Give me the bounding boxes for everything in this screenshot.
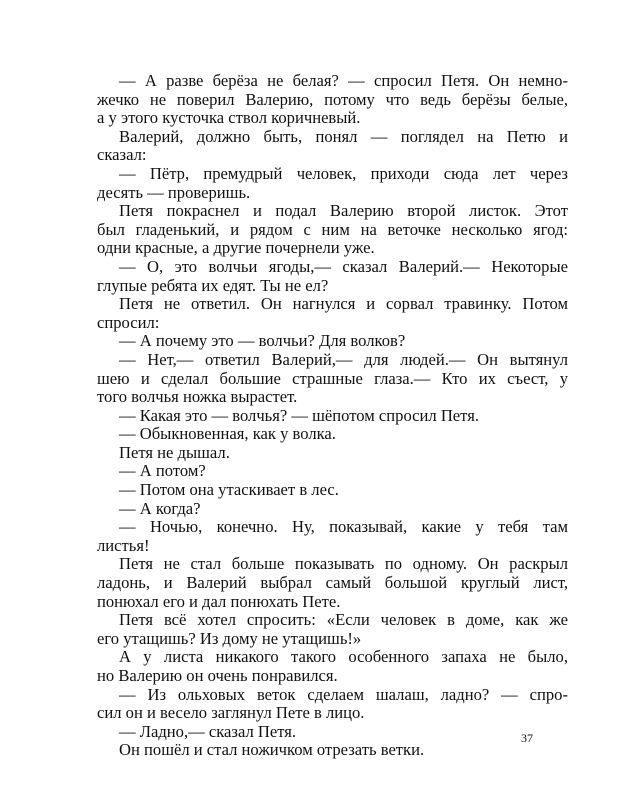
paragraph bbox=[97, 202, 568, 258]
text-line: — Пётр, премудрый человек, приходи сюда лет через bbox=[119, 163, 568, 183]
paragraph bbox=[97, 72, 568, 128]
paragraph bbox=[97, 611, 568, 648]
page-text bbox=[97, 72, 568, 760]
text-line: — Какая это — волчья? — шёпотом спросил Петя. bbox=[119, 405, 479, 425]
text-line: его утащишь? Из дому не утащишь!» bbox=[97, 628, 362, 648]
text-line: — А когда? bbox=[119, 498, 201, 518]
paragraph bbox=[97, 165, 568, 202]
paragraph bbox=[97, 481, 568, 500]
paragraph bbox=[97, 686, 568, 723]
paragraph bbox=[97, 444, 568, 463]
text-line: спросил: bbox=[97, 312, 160, 332]
paragraph bbox=[97, 351, 568, 407]
text-line: а у этого кусточка ствол коричневый. bbox=[97, 108, 361, 128]
paragraph bbox=[97, 425, 568, 444]
text-line: Петя не стал больше показывать по одному. Он раскрыл bbox=[119, 554, 568, 574]
text-line: Петя покраснел и подал Валерию второй листок. Этот bbox=[119, 201, 568, 221]
text-line: — А потом? bbox=[119, 461, 206, 481]
paragraph bbox=[97, 518, 568, 555]
paragraph bbox=[97, 648, 568, 685]
text-line: шею и сделал большие страшные глаза.— Кто их съест, у bbox=[97, 368, 568, 388]
text-line: сил он и весело заглянул Пете в лицо. bbox=[97, 703, 365, 723]
text-line: — Ночью, конечно. Ну, показывай, какие у тебя там bbox=[119, 517, 568, 537]
text-line: — Потом она утаскивает в лес. bbox=[119, 480, 339, 500]
text-line: — Нет,— ответил Валерий,— для людей.— Он вытянул bbox=[119, 349, 568, 369]
paragraph bbox=[97, 407, 568, 426]
text-line: того волчья ножка вырастет. bbox=[97, 387, 298, 407]
text-line: ладонь, и Валерий выбрал самый большой круглый лист, bbox=[97, 573, 568, 593]
text-line: Петя всё хотел спросить: «Если человек в доме, как же bbox=[119, 610, 568, 630]
text-line: Валерий, должно быть, понял — поглядел на Петю и bbox=[119, 126, 568, 146]
paragraph bbox=[97, 462, 568, 481]
paragraph bbox=[97, 332, 568, 351]
text-line: — О, это волчьи ягоды,— сказал Валерий.— Некоторые bbox=[119, 256, 568, 276]
text-line: — А разве берёза не белая? — спросил Петя. Он немно- bbox=[119, 71, 568, 90]
text-line: — А почему это — волчьи? Для волков? bbox=[119, 331, 406, 351]
text-line: Петя не ответил. Он нагнулся и сорвал травинку. Потом bbox=[119, 294, 568, 314]
text-line: одни красные, а другие почернели уже. bbox=[97, 238, 375, 258]
text-line: Он пошёл и стал ножичком отрезать ветки. bbox=[119, 740, 425, 760]
text-line: листья! bbox=[97, 535, 150, 555]
text-line: был гладенький, и рядом с ним на веточке несколько ягод: bbox=[97, 219, 568, 239]
text-line: — Обыкновенная, как у волка. bbox=[119, 424, 336, 444]
text-line: десять — проверишь. bbox=[97, 182, 251, 202]
text-line: Петя не дышал. bbox=[119, 442, 230, 462]
paragraph bbox=[97, 555, 568, 611]
page-number: 37 bbox=[521, 731, 533, 745]
text-line: но Валерию он очень понравился. bbox=[97, 666, 338, 685]
paragraph bbox=[97, 128, 568, 165]
paragraph bbox=[97, 295, 568, 332]
text-line: — Из ольховых веток сделаем шалаш, ладно? — спро- bbox=[119, 684, 568, 704]
paragraph bbox=[97, 741, 568, 760]
text-line: жечко не поверил Валерию, потому что ведь берёзы белые, bbox=[97, 89, 568, 109]
paragraph bbox=[97, 500, 568, 519]
text-line: понюхал его и дал понюхать Пете. bbox=[97, 591, 341, 611]
paragraph bbox=[97, 258, 568, 295]
paragraph bbox=[97, 723, 568, 742]
text-line: А у листа никакого такого особенного запаха не было, bbox=[119, 647, 568, 667]
text-line: сказал: bbox=[97, 145, 147, 165]
text-line: глупые ребята их едят. Ты не ел? bbox=[97, 275, 329, 295]
text-line: — Ладно,— сказал Петя. bbox=[119, 721, 297, 741]
